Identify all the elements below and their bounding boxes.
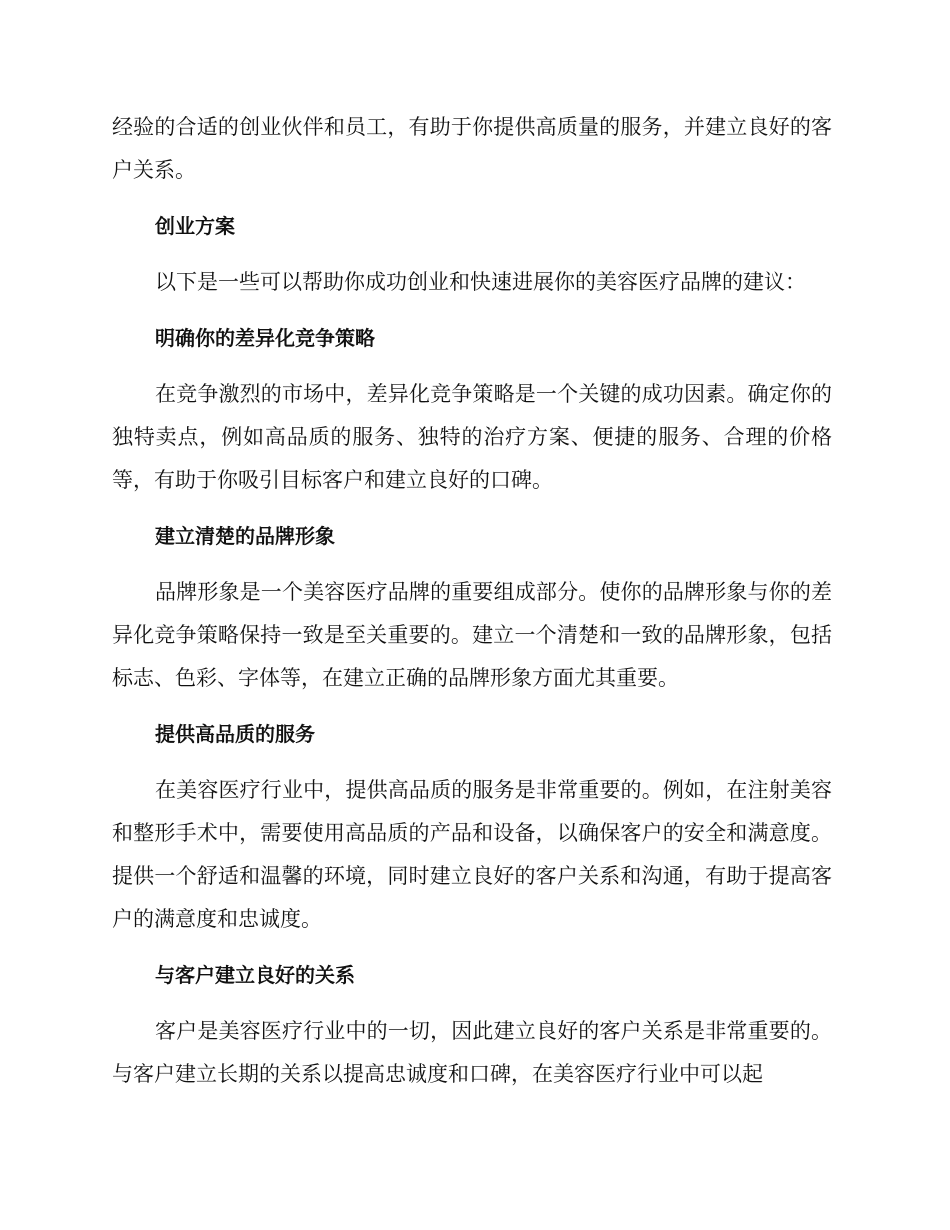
document-body [112,106,832,1109]
paragraph-customer-relations: 客户是美容医疗行业中的一切，因此建立良好的客户关系是非常重要的。与客户建立长期的关系以提高忠诚度和口碑，在美容医疗行业中可以起 [112,1019,832,1086]
section-heading-quality-service: 提供高品质的服务 [155,722,315,746]
paragraph-brand-image: 品牌形象是一个美容医疗品牌的重要组成部分。使你的品牌形象与你的差异化竞争策略保持一致是至关重要的。建立一个清楚和一致的品牌形象，包括标志、色彩、字体等，在建立正确的品牌形象方面尤其重要。 [112,580,832,690]
section-heading-startup-plan: 创业方案 [155,214,235,238]
paragraph-intro: 以下是一些可以帮助你成功创业和快速进展你的美容医疗品牌的建议： [155,270,806,294]
paragraph-differentiation: 在竞争激烈的市场中，差异化竞争策略是一个关键的成功因素。确定你的独特卖点，例如高品质的服务、独特的治疗方案、便捷的服务、合理的价格等，有助于你吸引目标客户和建立良好的口碑。 [112,382,832,492]
section-heading-brand-image: 建立清楚的品牌形象 [155,524,335,548]
section-heading-differentiation: 明确你的差异化竞争策略 [155,326,375,350]
paragraph-quality-service: 在美容医疗行业中，提供高品质的服务是非常重要的。例如，在注射美容和整形手术中，需要使用高品质的产品和设备，以确保客户的安全和满意度。提供一个舒适和温馨的环境，同时建立良好的客户关系和沟通，有助于提高客户的满意度和忠诚度。 [112,778,832,931]
section-heading-customer-relations: 与客户建立良好的关系 [155,963,355,987]
paragraph-continued: 经验的合适的创业伙伴和员工，有助于你提供高质量的服务，并建立良好的客户关系。 [112,115,832,182]
